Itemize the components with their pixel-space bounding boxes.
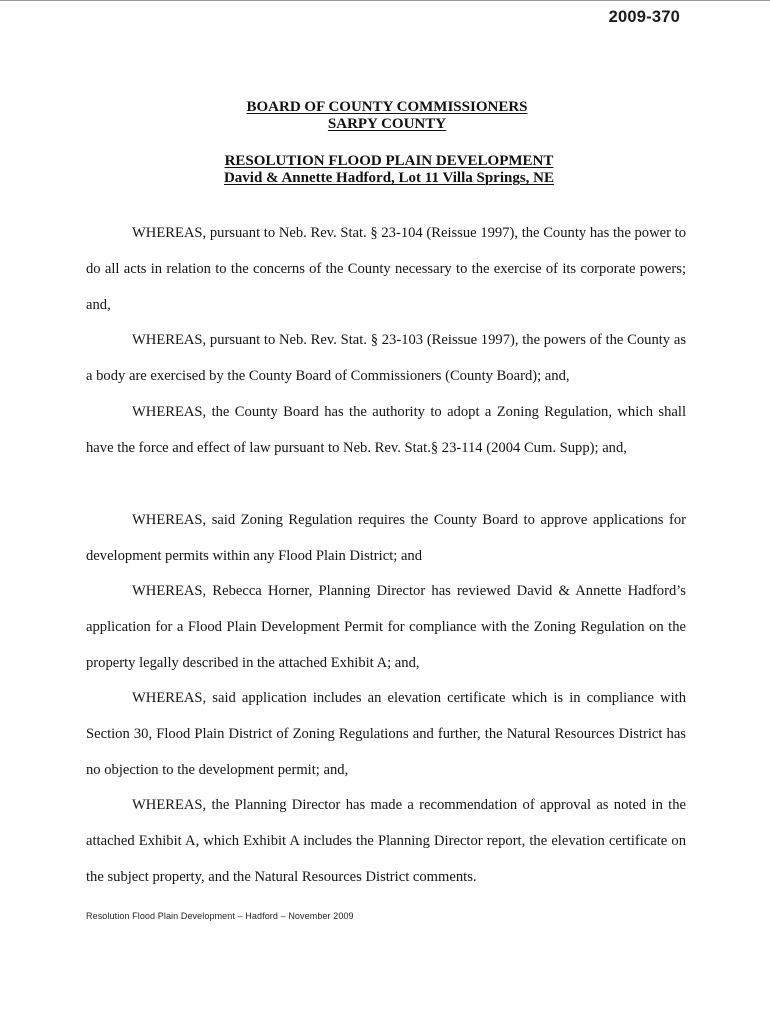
resolution-title: RESOLUTION FLOOD PLAIN DEVELOPMENT [224, 153, 554, 169]
resolution-subject: David & Annette Hadford, Lot 11 Villa Springs, NE [223, 170, 555, 186]
whereas-paragraph: WHEREAS, said application includes an elevation certificate which is in compliance with Section 30, Flood Plain District of Zoning Regulations and further, the Natural Resources District has no objection to the development permit; and, [86, 690, 686, 778]
whereas-paragraph: WHEREAS, said Zoning Regulation requires the County Board to approve applications for development permits within any Flood Plain District; and [86, 512, 686, 564]
board-heading: BOARD OF COUNTY COMMISSIONERS [246, 99, 528, 115]
page-footer: Resolution Flood Plain Development – Hadford – November 2009 [86, 911, 354, 921]
document-number: 2009-370 [608, 8, 680, 26]
whereas-paragraph: WHEREAS, pursuant to Neb. Rev. Stat. § 23-104 (Reissue 1997), the County has the power to do all acts in relation to the concerns of the County necessary to the exercise of its corporate powers; and, [86, 225, 686, 313]
whereas-paragraph: WHEREAS, the County Board has the authority to adopt a Zoning Regulation, which shall have the force and effect of law pursuant to Neb. Rev. Stat.§ 23-114 (2004 Cum. Supp); and, [86, 404, 686, 456]
county-heading: SARPY COUNTY [327, 116, 447, 132]
whereas-paragraph: WHEREAS, pursuant to Neb. Rev. Stat. § 23-103 (Reissue 1997), the powers of the County as a body are exercised by the County Board of Commissioners (County Board); and, [86, 332, 686, 384]
whereas-paragraph: WHEREAS, the Planning Director has made a recommendation of approval as noted in the attached Exhibit A, which Exhibit A includes the Planning Director report, the elevation certificate on the subject property, and the Natural Resources District comments. [86, 797, 686, 885]
page-top-edge [0, 0, 770, 1]
whereas-paragraph: WHEREAS, Rebecca Horner, Planning Director has reviewed David & Annette Hadford’s application for a Flood Plain Development Permit for compliance with the Zoning Regulation on the property legally described in the attached Exhibit A; and, [86, 583, 686, 671]
